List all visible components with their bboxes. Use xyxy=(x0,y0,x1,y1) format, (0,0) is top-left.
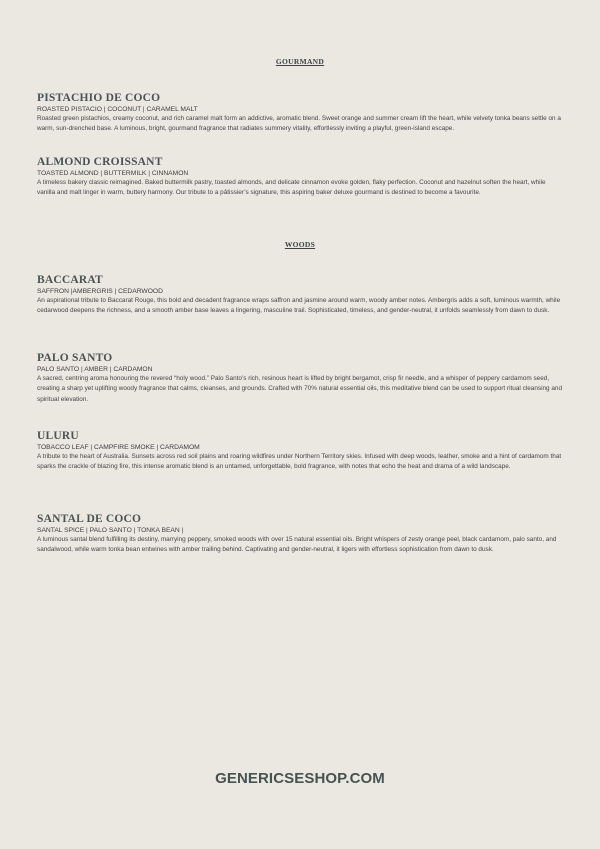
section-heading-woods: WOODS xyxy=(284,240,316,249)
product-name: BACCARAT xyxy=(37,274,103,286)
product-name: ALMOND CROISSANT xyxy=(37,156,163,168)
product-uluru xyxy=(37,430,563,473)
product-notes: ROASTED PISTACIO | COCONUT | CARAMEL MALT xyxy=(37,106,198,113)
product-notes: SAFFRON |AMBERGRIS | CEDARWOOD xyxy=(37,288,163,295)
product-description: A timeless bakery classic reimagined. Baked buttermilk pastry, toasted almonds, and delicate cinnamon evoke golden, flaky perfection. Coconut and hazelnut soften the heart, while vanilla and malt linger in warm, buttery harmony. Our tribute to a pâtissier’s signature, this aspiring baker deluxe gourmand is destined to become a favourite. xyxy=(37,179,546,197)
product-palo-santo xyxy=(37,352,563,405)
product-name: PISTACHIO DE COCO xyxy=(37,92,161,104)
product-notes: SANTAL SPICE | PALO SANTO | TONKA BEAN | xyxy=(37,527,184,534)
product-pistachio-de-coco xyxy=(37,92,563,135)
product-description: A luminous santal blend fulfilling its destiny, marrying peppery, smoked woods with over 15 natural essential oils. Bright whispers of zesty orange peel, black cardamom, palo santo, and sandalwood, while warm tonka bean entwines with amber trailing behind. Captivating and gender-neutral, it ligers with effortless sophistication from dawn to dusk. xyxy=(37,536,557,554)
product-description: An aspirational tribute to Baccarat Rouge, this bold and decadent fragrance wraps saffron and jasmine around warm, woody amber notes. Ambergris adds a soft, luminous warmth, while cedarwood deepens the richness, and a smooth amber base leaves a lingering, masculine trail. Sophisticated, timeless, and gender-neutral, it unfolds seamlessly from dawn to dusk. xyxy=(37,297,561,315)
product-baccarat xyxy=(37,274,563,317)
product-notes: TOASTED ALMOND | BUTTERMILK | CINNAMON xyxy=(37,170,189,177)
product-description: Roasted green pistachios, creamy coconut, and rich caramel malt form an addictive, aromatic blend. Sweet orange and summer cream lift the heart, while velvety tonka beans settle on a warm, sun-drenched base. A luminous, bright, gourmand fragrance that radiates summery vitality, effortlessly inviting a playful, green-island escape. xyxy=(37,115,561,133)
section-heading-gourmand: GOURMAND xyxy=(275,57,325,66)
product-name: PALO SANTO xyxy=(37,352,113,364)
footer-site-name: GENERICSESHOP.COM xyxy=(215,770,385,787)
product-description: A tribute to the heart of Australia. Sunsets across red soil plains and roaring wildfires under Northern Territory skies. Infused with deep woods, leather, smoke and a hint of cardamom that sparks the crackle of blazing fire, this intense aromatic blend is an untamed, unforgettable, bold fragrance, with notes that echo the heat and drama of a wild landscape. xyxy=(37,453,562,471)
product-name: ULURU xyxy=(37,430,79,442)
product-notes: TOBACCO LEAF | CAMPFIRE SMOKE | CARDAMOM xyxy=(37,444,200,451)
product-notes: PALO SANTO | AMBER | CARDAMON xyxy=(37,366,153,373)
product-santal-de-coco xyxy=(37,513,563,556)
product-description: A sacred, centring aroma honouring the revered “holy wood.” Palo Santo’s rich, resinous heart is lifted by bright bergamot, crisp fir needle, and a whisper of peppery cardamom seed, creating a sharp yet uplifting woody fragrance that calms, cleanses, and grounds. Crafted with 70% natural essential oils, this meditative blend can be used to support ritual cleansing and spiritual elevation. xyxy=(37,375,563,403)
product-name: SANTAL DE COCO xyxy=(37,513,142,525)
product-almond-croissant xyxy=(37,156,563,199)
